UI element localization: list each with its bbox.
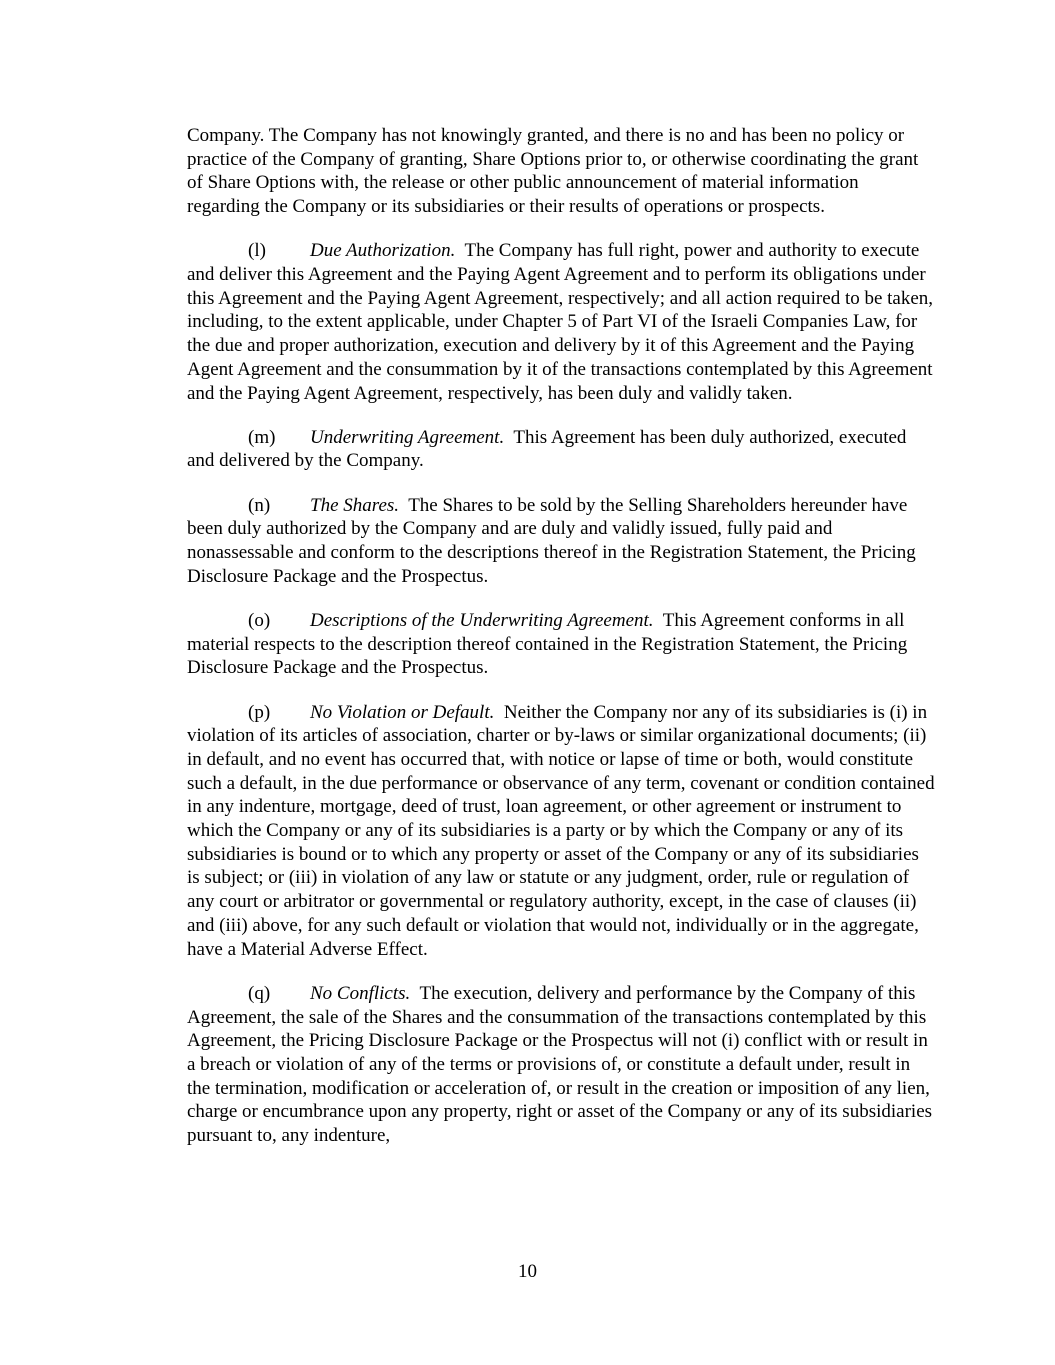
section-o bbox=[187, 609, 935, 680]
section-heading: Descriptions of the Underwriting Agreement. bbox=[310, 609, 654, 631]
section-q bbox=[187, 982, 935, 1148]
section-number: (m) bbox=[248, 426, 276, 448]
section-heading: No Violation or Default. bbox=[310, 701, 495, 723]
section-heading: No Conflicts. bbox=[310, 982, 411, 1004]
section-number: (q) bbox=[248, 982, 271, 1004]
intro-paragraph: Company. The Company has not knowingly granted, and there is no and has been no policy or practice of the Company of granting, Share Options prior to, or otherwise coordinating the grant of Share Options with, the release or other public announcement of material information regarding the Company or its subsidiaries or their results of operations or prospects. bbox=[187, 125, 919, 218]
section-number: (o) bbox=[248, 609, 271, 631]
section-body: The execution, delivery and performance by the Company of this Agreement, the sale of the Shares and the consummation of the transactions contemplated by this Agreement, the Pricing Disclosure Package or the Prospectus will not (i) conflict with or result in a breach or violation of any of the terms or provisions of, or constitute a default under, result in the termination, modification or acceleration of, or result in the creation or imposition of any lien, charge or encumbrance upon any property, right or asset of the Company or any of its subsidiaries pursuant to, any indenture, bbox=[187, 982, 933, 1147]
section-number: (n) bbox=[248, 494, 271, 516]
section-number: (p) bbox=[248, 701, 271, 723]
section-body: Neither the Company nor any of its subsidiaries is (i) in violation of its articles of association, charter or by-laws or similar organizational documents; (ii) in default, and no event has occurred that, with notice or lapse of time or both, would constitute such a default, in the due performance or observance of any term, covenant or condition contained in any indenture, mortgage, deed of trust, loan agreement, or other agreement or instrument to which the Company or any of its subsidiaries is a party or by which the Company or any of its subsidiaries is bound or to which any property or asset of the Company or any of its subsidiaries is subject; or (iii) in violation of any law or statute or any judgment, order, rule or regulation of any court or arbitrator or governmental or regulatory authority, except, in the case of clauses (ii) and (iii) above, for any such default or violation that would not, individually or in the aggregate, have a Material Adverse Effect. bbox=[187, 701, 935, 960]
section-heading: Due Authorization. bbox=[310, 240, 456, 262]
document-body bbox=[187, 124, 935, 1168]
section-heading: The Shares. bbox=[310, 494, 400, 516]
section-heading: Underwriting Agreement. bbox=[310, 426, 505, 448]
section-l bbox=[187, 239, 935, 405]
section-m bbox=[187, 426, 935, 473]
section-n bbox=[187, 494, 935, 589]
section-body: The Shares to be sold by the Selling Shareholders hereunder have been duly authorized by the Company and are duly and validly issued, fully paid and nonassessable and conform to the descriptions thereof in the Registration Statement, the Pricing Disclosure Package and the Prospectus. bbox=[187, 494, 916, 587]
section-p bbox=[187, 701, 935, 962]
section-body: The Company has full right, power and authority to execute and deliver this Agreement and the Paying Agent Agreement and to perform its obligations under this Agreement and the Paying Agent Agreement, respectively; and all action required to be taken, including, to the extent applicable, under Chapter 5 of Part VI of the Israeli Companies Law, for the due and proper authorization, execution and delivery by it of this Agreement and the Paying Agent Agreement and the consummation by it of the transactions contemplated by this Agreement and the Paying Agent Agreement, respectively, has been duly and validly taken. bbox=[187, 240, 934, 404]
section-body: This Agreement has been duly authorized, executed and delivered by the Company. bbox=[187, 426, 907, 472]
page-number: 10 bbox=[518, 1261, 537, 1282]
section-body: This Agreement conforms in all material respects to the description thereof contained in the Registration Statement, the Pricing Disclosure Package and the Prospectus. bbox=[187, 609, 908, 679]
section-number: (l) bbox=[248, 240, 266, 262]
